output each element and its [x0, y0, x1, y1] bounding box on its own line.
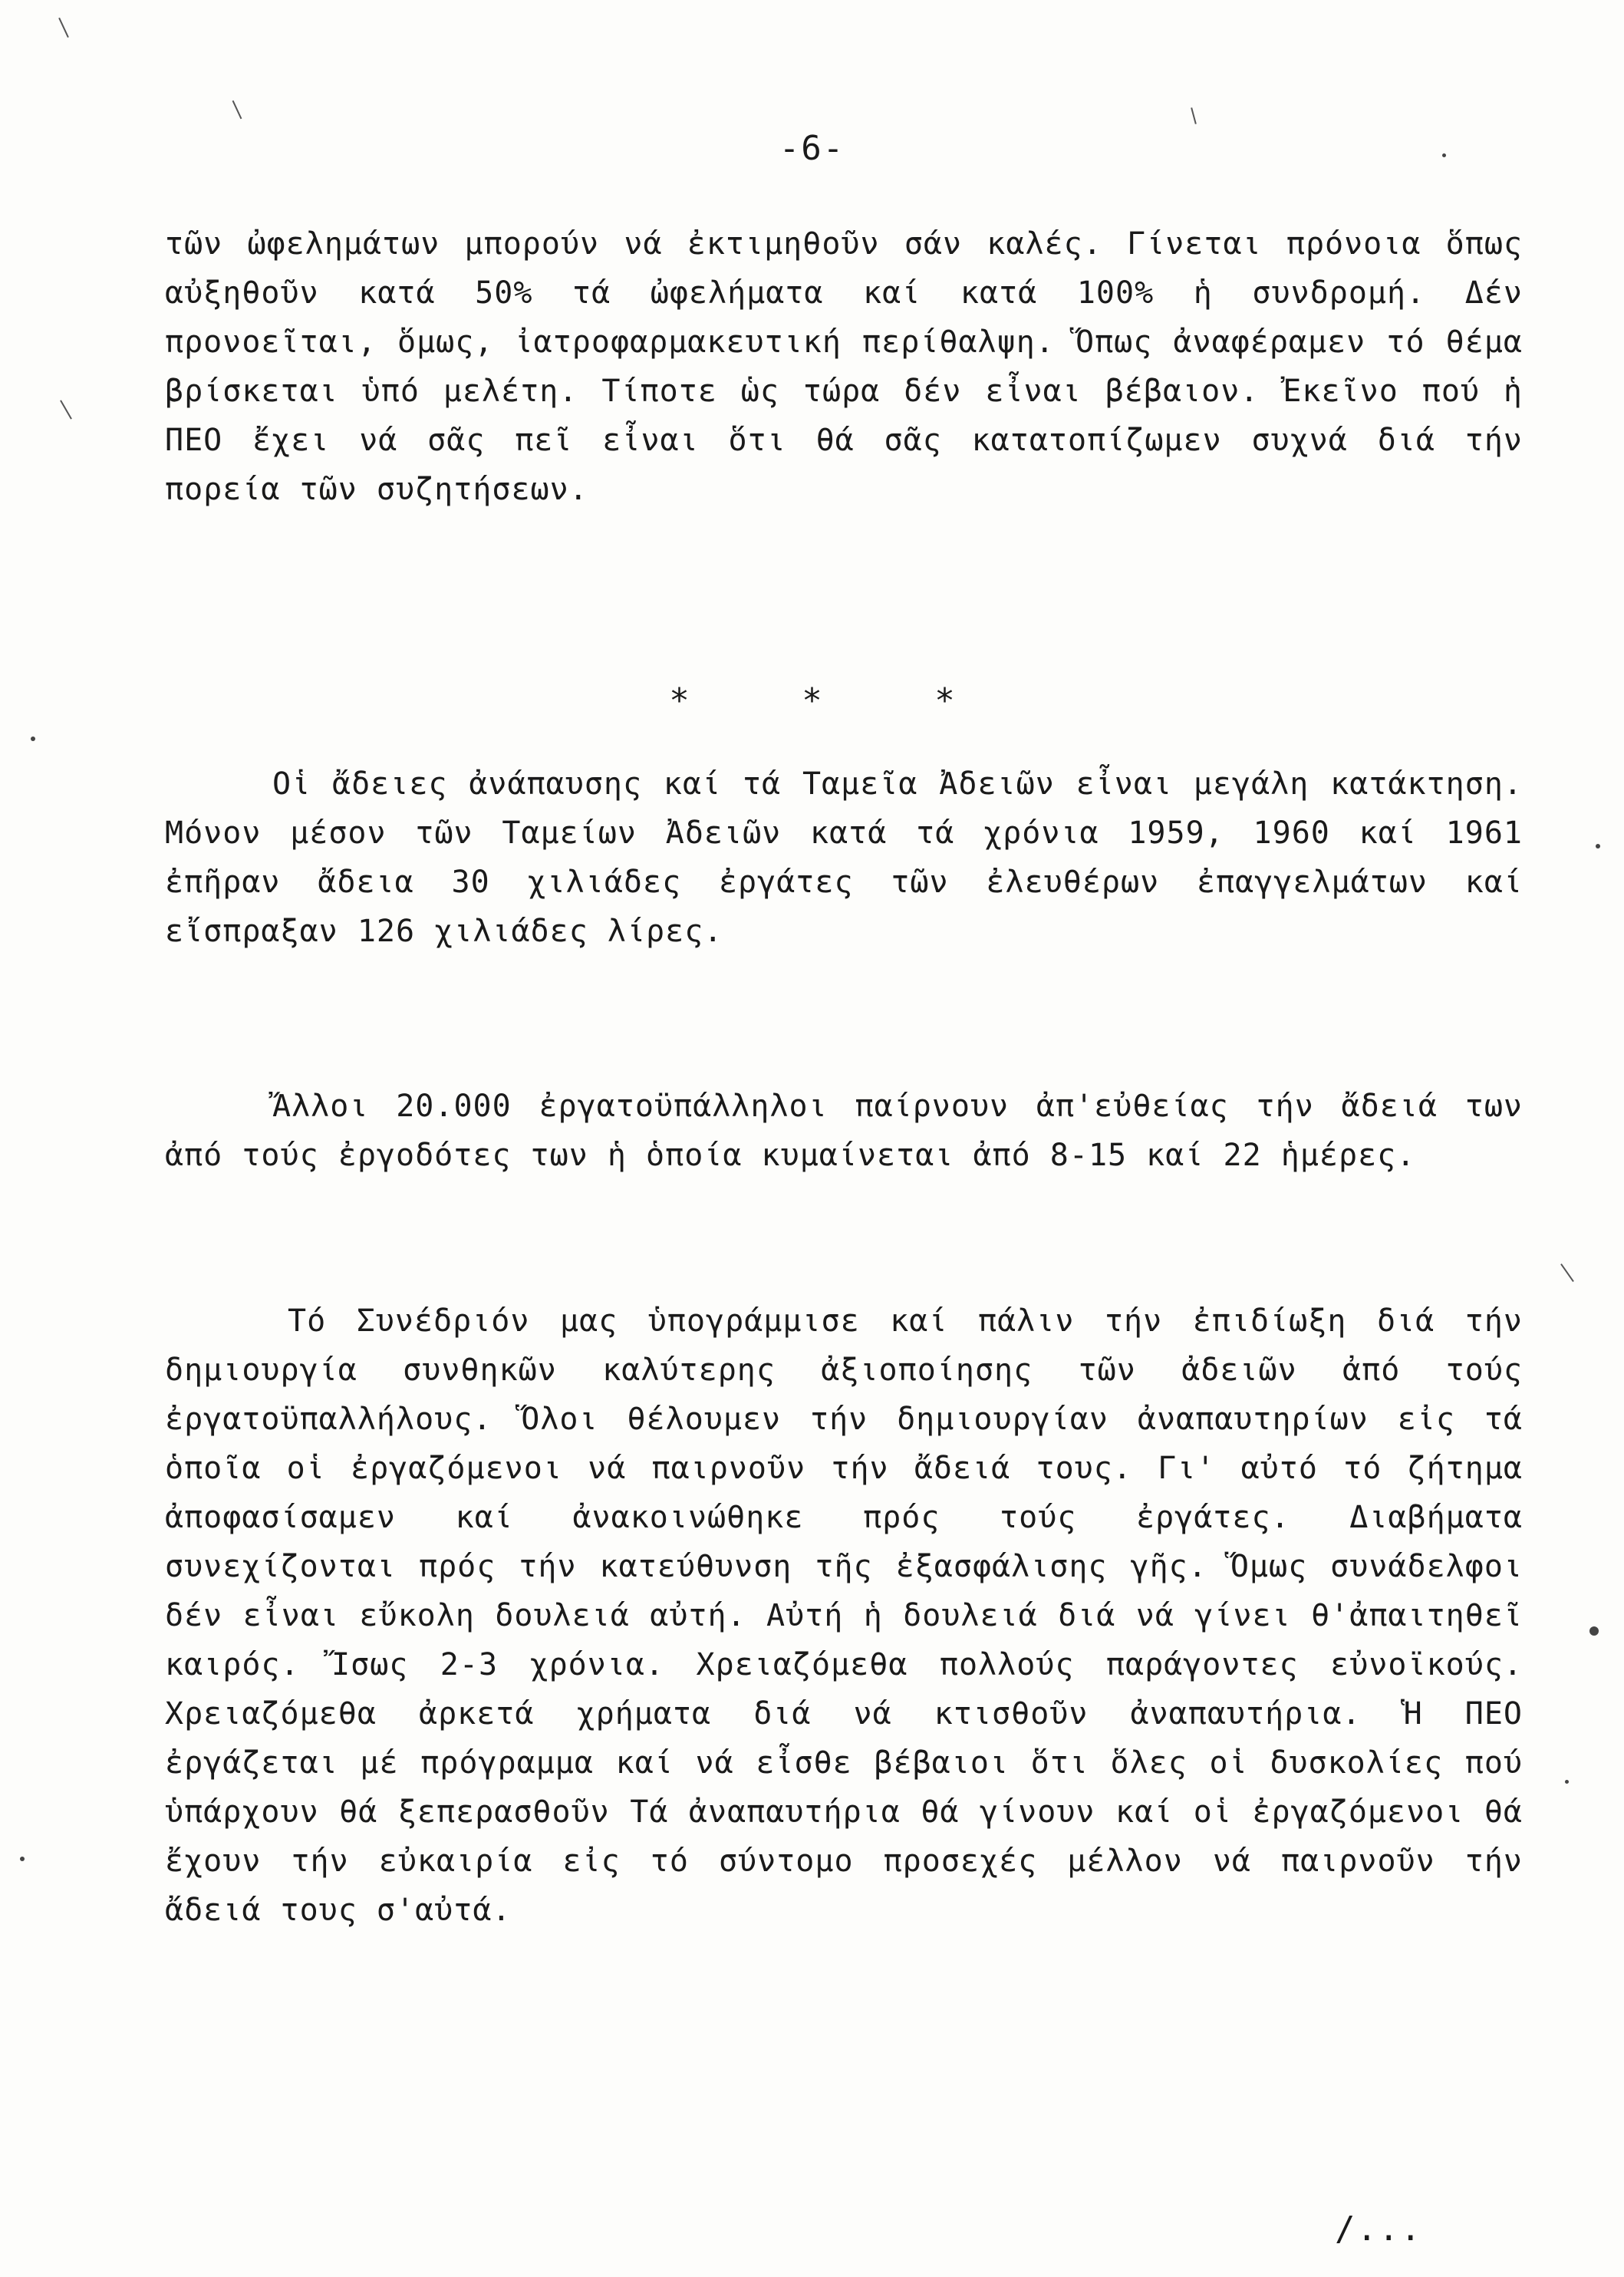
paragraph-continued — [165, 219, 1523, 514]
paragraph-employees-leave — [165, 1082, 1523, 1180]
scan-artifact — [31, 736, 35, 741]
page-number: -6- — [779, 129, 845, 168]
paragraph-text: Τό Συνέδριόν μας ὑπογράμμισε καί πάλιν τήν ἐπιδίωξη διά τήν δημιουργία συνθηκῶν καλύτερης ἀξιοποίησης τῶν ἀδειῶν ἀπό τούς ἐργατοϋπαλλήλους. Ὅλοι θέλουμεν τήν δημιουργίαν ἀναπαυτηρίων εἰς τά ὁποῖα οἱ ἐργαζόμενοι νά παιρνοῦν τήν ἄδειά τους. Γι' αὐτό τό ζήτημα ἀποφασίσαμεν καί ἀνακοινώθηκε πρός τούς ἐργάτες. Διαβήματα συνεχίζονται πρός τήν κατεύθυνση τῆς ἐξασφάλισης γῆς. Ὅμως συνάδελφοι δέν εἶναι εὔκολη δουλειά αὐτή. Αὐτή ἡ δουλειά διά νά γίνει θ'ἀπαιτηθεῖ καιρός. Ἴσως 2-3 χρόνια. Χρειαζόμεθα πολλούς παράγοντες εὐνοϊκούς. Χρειαζόμεθα ἀρκετά χρήματα διά νά κτισθοῦν ἀναπαυτήρια. Ἡ ΠΕΟ ἐργάζεται μέ πρόγραμμα καί νά εἶσθε βέβαιοι ὅτι ὅλες οἱ δυσκολίες πού ὑπάρχουν θά ξεπερασθοῦν Τά ἀναπαυτήρια θά γίνουν καί οἱ ἐργαζόμενοι θά ἔχουν τήν εὐκαιρία εἰς τό σύντομο προσεχές μέλλον νά παιρνοῦν τήν ἄδειά τους σ'αὐτά. — [165, 1303, 1523, 1928]
scan-artifact — [1442, 153, 1446, 157]
paragraph-text: Οἱ ἄδειες ἀνάπαυσης καί τά Ταμεῖα Ἀδειῶν εἶναι μεγάλη κατάκτηση. Μόνον μέσον τῶν Ταμείων Ἀδειῶν κατά τά χρόνια 1959, 1960 καί 1961 ἐπῆραν ἄδεια 30 χιλιάδες ἐργάτες τῶν ἐλευθέρων ἐπαγγελμάτων καί εἴσπραξαν 126 χιλιάδες λίρες. — [165, 766, 1523, 949]
scan-artifact — [60, 400, 72, 419]
scan-artifact — [1560, 1264, 1574, 1282]
paragraph-text: Ἄλλοι 20.000 ἐργατοϋπάλληλοι παίρνουν ἀπ'εὐθείας τήν ἄδειά των ἀπό τούς ἐργοδότες των ἡ ὁποία κυμαίνεται ἀπό 8-15 καί 22 ἡμέρες. — [165, 1089, 1523, 1173]
paragraph-congress — [165, 1297, 1523, 1935]
scan-artifact — [232, 101, 242, 119]
scan-artifact — [1191, 107, 1197, 124]
section-separator: * * * — [669, 681, 1001, 720]
paragraph-leave-funds — [165, 760, 1523, 956]
paragraph-text: τῶν ὠφελημάτων μπορούν νά ἐκτιμηθοῦν σάν καλές. Γίνεται πρόνοια ὅπως αὐξηθοῦν κατά 50% τά ὠφελήματα καί κατά 100% ἡ συνδρομή. Δέν προνοεῖται, ὅμως, ἰατροφαρμακευτική περίθαλψη. Ὅπως ἀναφέραμεν τό θέμα βρίσκεται ὑπό μελέτη. Τίποτε ὡς τώρα δέν εἶναι βέβαιον. Ἐκεῖνο πού ἡ ΠΕΟ ἔχει νά σᾶς πεῖ εἶναι ὅτι θά σᾶς κατατοπίζωμεν συχνά διά τήν πορεία τῶν συζητήσεων. — [165, 226, 1523, 507]
continuation-mark: /... — [1335, 2209, 1422, 2249]
scan-artifact — [58, 18, 69, 38]
scan-artifact — [1596, 844, 1600, 849]
scan-artifact — [1589, 1626, 1599, 1636]
scan-artifact — [20, 1857, 25, 1861]
scan-artifact — [1565, 1780, 1569, 1784]
